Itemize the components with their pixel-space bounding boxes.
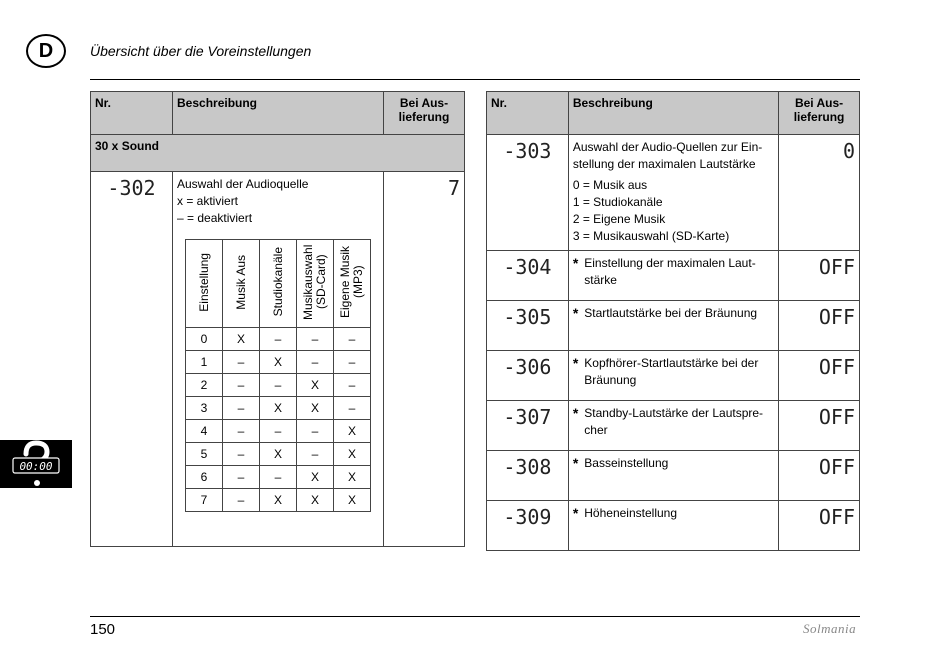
setting-code: -305 xyxy=(487,301,569,351)
setting-code: -302 xyxy=(91,172,173,547)
matrix-row: 4 – – – X xyxy=(186,420,371,443)
footer-rule xyxy=(90,616,860,617)
side-tab[interactable] xyxy=(0,440,72,488)
setting-description: * Einstellung der maximalen Laut-stärke xyxy=(568,251,778,301)
matrix-header: Musik Aus xyxy=(223,240,260,328)
option-line: 0 = Musik aus xyxy=(572,178,648,192)
matrix-row: 7 – X X X xyxy=(186,489,371,512)
language-badge: D xyxy=(26,34,66,68)
option-line: 2 = Eigene Musik xyxy=(572,212,666,226)
default-value: OFF xyxy=(779,301,860,351)
desc-line: – = deaktiviert xyxy=(177,211,253,225)
table-row xyxy=(487,501,860,551)
setting-code: -307 xyxy=(487,401,569,451)
desc-line: Auswahl der Audioquelle xyxy=(177,177,309,191)
desc-line: x = aktiviert xyxy=(177,194,239,208)
asterisk-icon: * xyxy=(572,405,579,421)
setting-description xyxy=(173,172,384,547)
asterisk-icon: * xyxy=(572,305,579,321)
asterisk-icon: * xyxy=(572,505,579,521)
setting-description xyxy=(568,135,778,251)
matrix-row: 0 X – – – xyxy=(186,328,371,351)
option-line: 3 = Musikauswahl (SD-Karte) xyxy=(572,229,730,243)
setting-code: -309 xyxy=(487,501,569,551)
col-header-desc: Beschreibung xyxy=(568,92,778,135)
right-settings-table xyxy=(486,91,860,551)
setting-description: * Startlautstärke bei der Bräunung xyxy=(568,301,778,351)
brand-logo: Solmania xyxy=(803,621,857,636)
asterisk-icon: * xyxy=(572,455,579,471)
matrix-row: 5 – X – X xyxy=(186,443,371,466)
question-icon xyxy=(9,440,63,488)
setting-description: * Basseinstellung xyxy=(568,451,778,501)
col-header-nr: Nr. xyxy=(91,92,173,135)
page-number: 150 xyxy=(90,621,116,638)
col-header-nr: Nr. xyxy=(487,92,569,135)
setting-code: -306 xyxy=(487,351,569,401)
setting-description: * Kopfhörer-Startlautstärke bei der Bräunung xyxy=(568,351,778,401)
table-row xyxy=(91,172,465,547)
table-row xyxy=(487,451,860,501)
option-line: 1 = Studiokanäle xyxy=(572,195,663,209)
matrix-header: Musikauswahl (SD-Card) xyxy=(297,240,334,328)
matrix-header: Studiokanäle xyxy=(260,240,297,328)
setting-code: -303 xyxy=(487,135,569,251)
default-value: OFF xyxy=(779,451,860,501)
matrix-row: 3 – X X – xyxy=(186,397,371,420)
default-value: OFF xyxy=(779,501,860,551)
default-value: OFF xyxy=(779,251,860,301)
matrix-row: 2 – – X – xyxy=(186,374,371,397)
default-value: 7 xyxy=(384,172,465,547)
default-value: 0 xyxy=(779,135,860,251)
col-header-delivery: Bei Aus-lieferung xyxy=(779,92,860,135)
desc-line: stellung der maximalen Lautstärke xyxy=(572,157,756,171)
col-header-desc: Beschreibung xyxy=(173,92,384,135)
default-value: OFF xyxy=(779,401,860,451)
col-header-delivery: Bei Aus-lieferung xyxy=(384,92,465,135)
side-tab-label: 00:00 xyxy=(19,460,53,473)
audio-source-matrix xyxy=(185,239,371,512)
header-rule xyxy=(90,79,860,80)
asterisk-icon: * xyxy=(572,355,579,371)
desc-line: Auswahl der Audio-Quellen zur Ein- xyxy=(572,140,763,154)
left-settings-table xyxy=(90,91,465,547)
table-row xyxy=(487,135,860,251)
setting-code: -304 xyxy=(487,251,569,301)
matrix-row: 6 – – X X xyxy=(186,466,371,489)
matrix-header: Eigene Musik (MP3) xyxy=(334,240,371,328)
setting-code: -308 xyxy=(487,451,569,501)
default-value: OFF xyxy=(779,351,860,401)
setting-description: * Höheneinstellung xyxy=(568,501,778,551)
table-row xyxy=(487,251,860,301)
section-title: 30 x Sound xyxy=(91,135,465,172)
asterisk-icon: * xyxy=(572,255,579,271)
table-row xyxy=(487,351,860,401)
matrix-header: Einstellung xyxy=(186,240,223,328)
table-row xyxy=(487,401,860,451)
setting-description: * Standby-Lautstärke der Lautspre-cher xyxy=(568,401,778,451)
matrix-row: 1 – X – – xyxy=(186,351,371,374)
page-title: Übersicht über die Voreinstellungen xyxy=(90,43,312,59)
table-row xyxy=(487,301,860,351)
